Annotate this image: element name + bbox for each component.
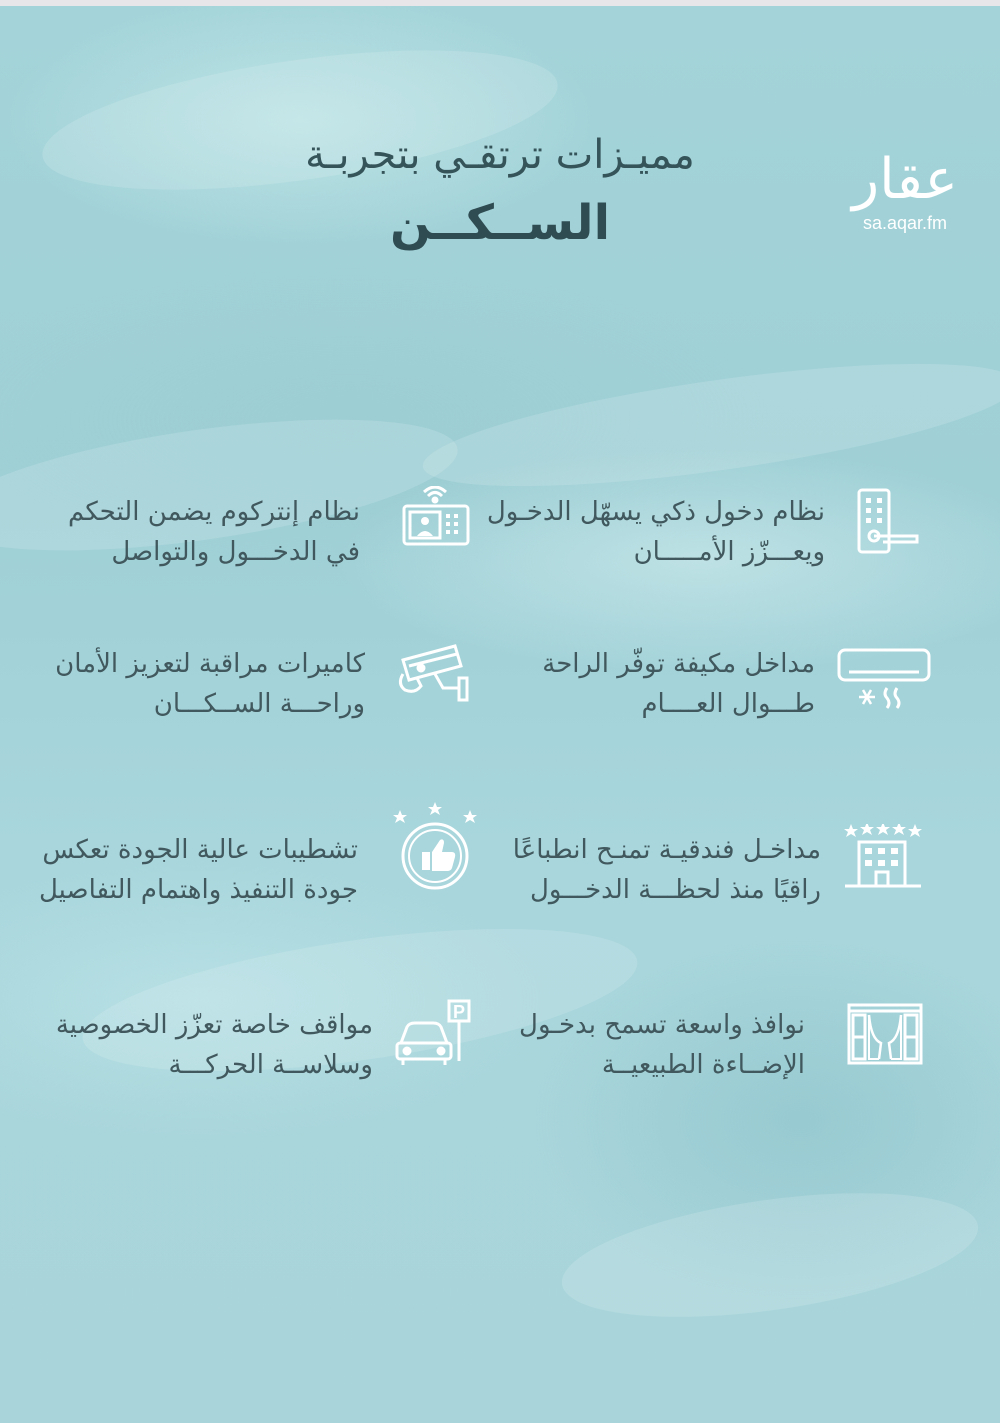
- feature-line-2: وسلاســة الحركـــة: [168, 1050, 373, 1080]
- feature-line-2: في الدخـــول والتواصل: [111, 537, 360, 567]
- svg-text:P: P: [453, 1002, 466, 1022]
- feature-line-2: ويعـــزّز الأمـــــان: [633, 537, 825, 567]
- feature-line-2: جودة التنفيذ واهتمام التفاصيل: [38, 875, 358, 905]
- feature-line-2: الإضــاءة الطبيعيــة: [601, 1050, 805, 1080]
- logo-url: sa.aqar.fm: [862, 213, 948, 233]
- quality-thumbs-up-icon: [390, 800, 480, 890]
- feature-line-2: راقيًا منذ لحظـــة الدخـــول: [529, 875, 821, 905]
- brush-stroke: [554, 1171, 985, 1338]
- intercom-icon: [400, 486, 480, 566]
- feature-line-1: مواقف خاصة تعزّز الخصوصية: [55, 1010, 373, 1040]
- feature-line-1: كاميرات مراقبة لتعزيز الأمان: [55, 649, 365, 679]
- hotel-icon: [843, 824, 923, 904]
- feature-line-1: مداخل مكيفة توفّر الراحة: [542, 649, 815, 679]
- top-border: [0, 0, 1000, 6]
- window-icon: [845, 999, 925, 1079]
- heading-line-2: الســكــن: [389, 195, 611, 251]
- smart-lock-icon: [845, 486, 925, 566]
- feature-line-2: وراحـــة الســكـــان: [153, 689, 365, 719]
- aqar-logo: [825, 148, 985, 243]
- logo-word: عقار: [852, 147, 958, 212]
- feature-line-1: مداخـل فندقيـة تمنـح انطباعًا: [512, 835, 821, 865]
- feature-line-1: نظام إنتركوم يضمن التحكم: [68, 497, 360, 527]
- heading-line-1: مميـزات ترتقـي بتجربـة: [305, 132, 695, 178]
- feature-line-1: تشطيبات عالية الجودة تعكس: [42, 835, 358, 865]
- feature-line-1: نظام دخول ذكي يسهّل الدخـول: [486, 497, 825, 527]
- air-conditioner-icon: [835, 638, 935, 718]
- security-camera-icon: [395, 638, 475, 718]
- page-heading: [220, 125, 780, 261]
- feature-line-2: طـــوال العــــام: [641, 689, 815, 719]
- feature-line-1: نوافذ واسعة تسمح بدخـول: [519, 1010, 805, 1040]
- parking-car-icon: [393, 999, 473, 1079]
